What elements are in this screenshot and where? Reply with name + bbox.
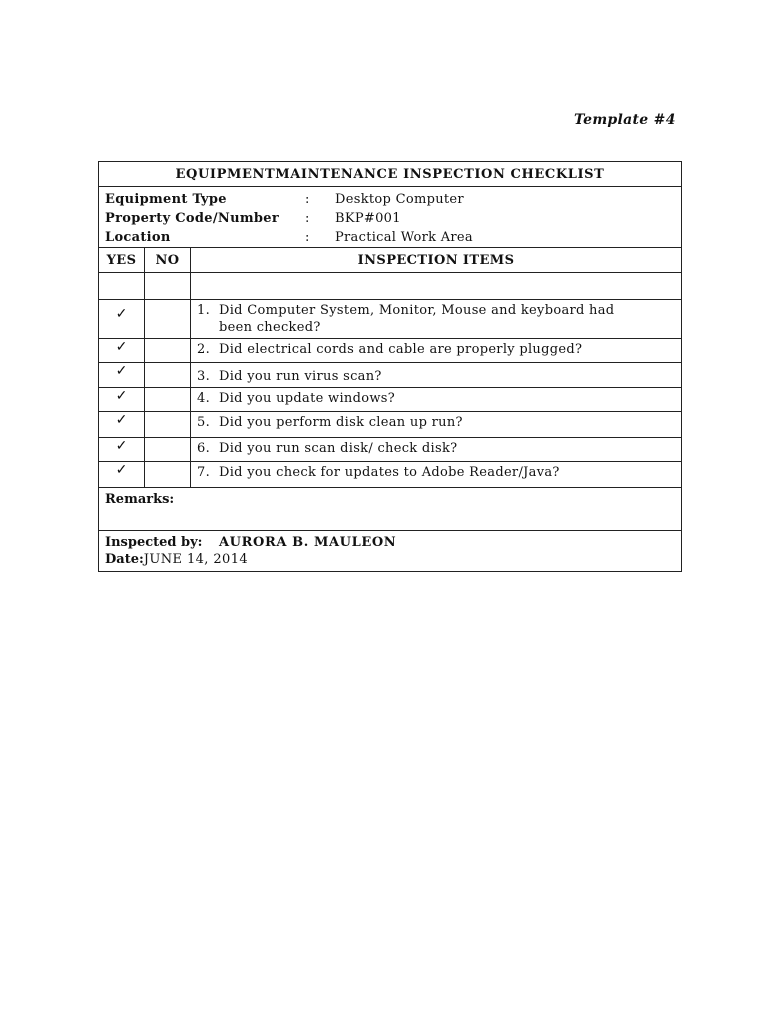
remarks-section [99, 488, 682, 531]
column-header-items: INSPECTION ITEMS [191, 248, 682, 273]
item-text: Did you run virus scan? [219, 369, 382, 384]
check-mark-icon: ✓ [99, 412, 145, 438]
date-line [105, 551, 675, 568]
item-number: 6. [197, 441, 211, 456]
inspection-item [191, 462, 682, 488]
check-mark-icon: ✓ [99, 300, 145, 339]
field-label: Property Code/Number [105, 211, 280, 226]
blank-cell [145, 273, 191, 300]
item-text: Did you perform disk clean up run? [219, 415, 463, 430]
inspection-checklist-table [98, 161, 682, 572]
inspection-item [191, 388, 682, 412]
no-cell [145, 438, 191, 462]
table-row [99, 300, 682, 339]
item-number: 2. [197, 342, 211, 357]
item-number: 3. [197, 369, 211, 384]
table-row [99, 363, 682, 388]
column-header-no: NO [145, 248, 191, 273]
field-value: Desktop Computer [335, 192, 464, 207]
inspection-item [191, 300, 682, 339]
blank-cell [191, 273, 682, 300]
field-property-code [105, 209, 675, 228]
date-label: Date: [105, 552, 144, 567]
inspection-item [191, 339, 682, 363]
table-row [99, 462, 682, 488]
no-cell [145, 388, 191, 412]
item-text-continued: been checked? [219, 320, 321, 335]
no-cell [145, 462, 191, 488]
item-text: Did you check for updates to Adobe Reader/Java? [219, 465, 560, 480]
date-value: JUNE 14, 2014 [143, 552, 249, 567]
inspection-item [191, 412, 682, 438]
equipment-info [99, 187, 682, 248]
check-mark-icon: ✓ [99, 363, 145, 388]
check-mark-icon: ✓ [99, 462, 145, 488]
check-mark-icon: ✓ [99, 438, 145, 462]
no-cell [145, 412, 191, 438]
column-header-yes: YES [99, 248, 145, 273]
field-location [105, 228, 675, 247]
item-text: Did you run scan disk/ check disk? [219, 441, 458, 456]
no-cell [145, 363, 191, 388]
table-row [99, 412, 682, 438]
table-row [99, 339, 682, 363]
check-mark-icon: ✓ [99, 339, 145, 363]
check-mark-icon: ✓ [99, 388, 145, 412]
item-number: 1. [197, 303, 211, 318]
inspection-signoff [99, 531, 682, 572]
field-colon: : [305, 192, 310, 207]
form-title: EQUIPMENTMAINTENANCE INSPECTION CHECKLIST [99, 162, 682, 187]
blank-cell [99, 273, 145, 300]
item-text: Did you update windows? [219, 391, 396, 406]
field-value: BKP#001 [335, 211, 401, 226]
item-text: Did Computer System, Monitor, Mouse and keyboard had [219, 303, 615, 318]
inspection-item [191, 438, 682, 462]
table-row [99, 438, 682, 462]
inspected-by-value: AURORA B. MAULEON [219, 535, 397, 550]
item-number: 7. [197, 465, 211, 480]
inspected-by-label: Inspected by: [105, 535, 203, 550]
field-label: Equipment Type [105, 192, 227, 207]
no-cell [145, 300, 191, 339]
blank-row [99, 273, 682, 300]
inspection-item [191, 363, 682, 388]
field-value: Practical Work Area [335, 230, 473, 245]
field-label: Location [105, 230, 171, 245]
field-equipment-type [105, 190, 675, 209]
item-text: Did electrical cords and cable are properly plugged? [219, 342, 583, 357]
item-number: 5. [197, 415, 211, 430]
remarks-label: Remarks: [105, 492, 175, 507]
inspected-by-line [105, 534, 675, 551]
item-number: 4. [197, 391, 211, 406]
field-colon: : [305, 211, 310, 226]
field-colon: : [305, 230, 310, 245]
no-cell [145, 339, 191, 363]
table-row [99, 388, 682, 412]
template-label: Template #4 [574, 112, 676, 128]
